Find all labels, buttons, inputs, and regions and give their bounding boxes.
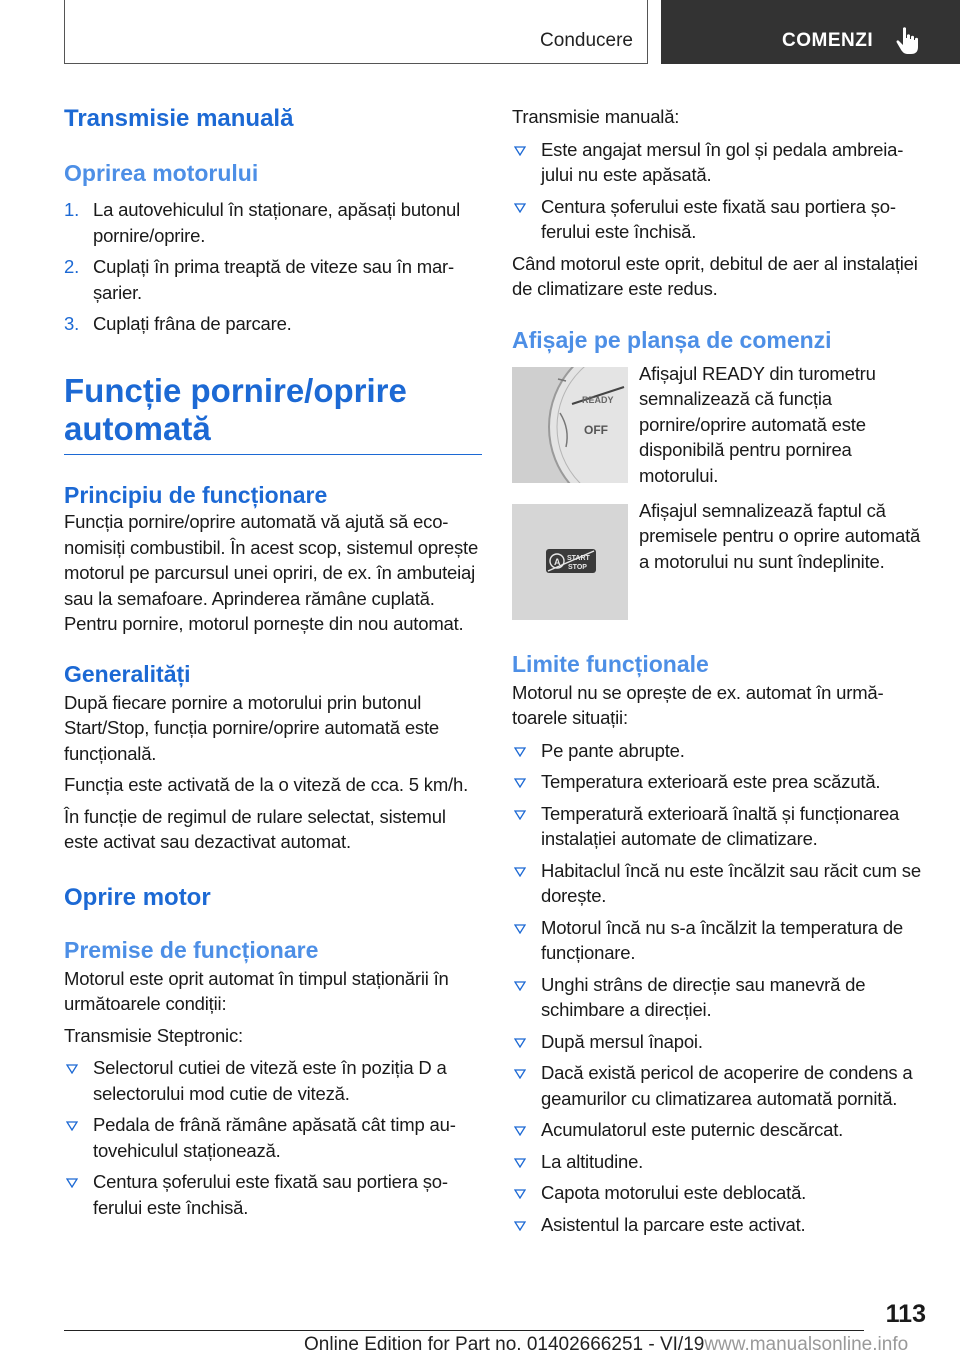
right-column <box>512 104 924 1237</box>
figure-ready <box>512 362 924 486</box>
off-label: OFF <box>584 422 608 437</box>
hand-pointer-icon <box>895 26 921 56</box>
page-number: 113 <box>885 1300 926 1328</box>
triangle-bullet-icon <box>514 981 526 991</box>
list-item: Este angajat mersul în gol și pedala ambreiajului nu este apăsată. <box>512 137 924 188</box>
heading-generalitati: Generalități <box>64 660 191 687</box>
list-item: Centura șoferului este fixată sau portiera șoferului este închisă. <box>512 194 924 245</box>
list-item: Temperatura exterioară este prea scăzută. <box>512 769 924 795</box>
steps-list <box>64 197 482 337</box>
main-heading-line-1: Funcție pornire/oprire <box>64 371 407 409</box>
triangle-bullet-icon <box>514 1221 526 1231</box>
step-item: 1. La autovehiculul în staționare, apăsați butonul pornire/oprire. <box>64 199 461 246</box>
triangle-bullet-icon <box>66 1121 78 1131</box>
figure-start-stop <box>512 499 924 620</box>
start-label: START <box>567 554 590 562</box>
triangle-bullet-icon <box>66 1064 78 1074</box>
start-stop-indicator-illustration <box>512 504 628 620</box>
triangle-bullet-icon <box>514 810 526 820</box>
heading-rule <box>64 454 482 456</box>
triangle-bullet-icon <box>514 867 526 877</box>
heading-oprirea-motorului: Oprirea motorului <box>64 160 259 186</box>
footer-edition-text: Online Edition for Part no. 01402666251 - VI/19 <box>304 1334 705 1355</box>
heading-afisaje: Afișaje pe planșa de comenzi <box>512 326 832 353</box>
list-item: Temperatură exterioară înaltă și funcționarea instalației automate de climatizare. <box>512 801 924 852</box>
stop-label: STOP <box>568 563 587 571</box>
list-item: Pe pante abrupte. <box>512 738 924 764</box>
limite-list <box>512 738 924 1238</box>
header-section-box <box>64 0 648 64</box>
triangle-bullet-icon <box>514 778 526 788</box>
list-item: Habitaclul încă nu este încălzit sau răcit cum se dorește. <box>512 858 924 909</box>
main-heading-block <box>64 372 482 456</box>
triangle-bullet-icon <box>514 1038 526 1048</box>
list-item: Centura șoferului este fixată sau portiera șoferului este închisă. <box>64 1169 482 1220</box>
step-item: 3. Cuplați frâna de parcare. <box>64 313 292 334</box>
tachometer-ready-image <box>512 367 628 483</box>
triangle-bullet-icon <box>514 747 526 757</box>
triangle-bullet-icon <box>514 146 526 156</box>
list-item: Dacă există pericol de acoperire de condens a geamurilor cu climatizarea automată pornită. <box>512 1060 924 1111</box>
triangle-bullet-icon <box>514 1126 526 1136</box>
triangle-bullet-icon <box>514 203 526 213</box>
footer-site-watermark: www.manualsonline.info <box>704 1334 909 1355</box>
step-item: 2. Cuplați în prima treaptă de viteze sau în marșarier. <box>64 256 455 303</box>
figure-ready-caption: Afișajul READY din turometru semnalizează că funcția pornire/oprire automată este disponibilă pentru pornirea motorului. <box>639 362 876 486</box>
main-heading-line-2: automată <box>64 409 211 447</box>
heading-transmisie-manuala: Transmisie manuală <box>64 105 294 132</box>
list-item: După mersul înapoi. <box>512 1029 924 1055</box>
list-item: Selectorul cutiei de viteză este în poziția D a selectorului mod cutie de viteză. <box>64 1055 482 1106</box>
start-stop-indicator-image <box>512 504 628 620</box>
heading-premise: Premise de funcționare <box>64 936 319 963</box>
header-tab-label: COMENZI <box>782 30 874 51</box>
footer-edition <box>304 1334 908 1356</box>
paragraph-limite: Motorul nu se oprește de ex. automat în următoarele situații: <box>512 681 884 728</box>
triangle-bullet-icon <box>66 1178 78 1188</box>
paragraph-steptronic: Transmisie Steptronic: <box>64 1024 243 1046</box>
heading-principiu: Principiu de funcționare <box>64 482 328 508</box>
ready-label: READY <box>582 394 614 405</box>
tachometer-ready-illustration <box>512 367 628 483</box>
list-item: Pedala de frână rămâne apăsată cât timp autovehiculul staționează. <box>64 1112 482 1163</box>
paragraph-generalitati-3: În funcție de regimul de rulare selectat, sistemul este activat sau dezactivat automat. <box>64 805 446 852</box>
triangle-bullet-icon <box>514 1158 526 1168</box>
list-item: Asistentul la parcare este activat. <box>512 1212 924 1238</box>
list-item: Capota motorului este deblocată. <box>512 1180 924 1206</box>
footer-rule <box>64 1330 864 1331</box>
triangle-bullet-icon <box>514 1189 526 1199</box>
paragraph-principiu: Funcția pornire/oprire automată vă ajută să economisiți combustibil. În acest scop, sistemul oprește motorul pe parcursul unei opriri, de ex. în ambuteiaj sau la semafoare. Aprinderea rămâne cuplată. Pentru pornire, motorul pornește din nou automat. <box>64 511 479 634</box>
triangle-bullet-icon <box>514 924 526 934</box>
paragraph-generalitati-2: Funcția este activată de la o viteză de cca. 5 km/h. <box>64 774 469 795</box>
heading-limite: Limite funcționale <box>512 650 709 677</box>
list-item: Motorul încă nu s-a încălzit la temperatura de funcționare. <box>512 915 924 966</box>
header-tab-controls[interactable] <box>661 0 960 64</box>
triangle-bullet-icon <box>514 1069 526 1079</box>
list-item: Unghi strâns de direcție sau manevră de schimbare a direcției. <box>512 972 924 1023</box>
list-item: Acumulatorul este puternic descărcat. <box>512 1117 924 1143</box>
paragraph-generalitati-1: După fiecare pornire a motorului prin butonul Start/Stop, funcția pornire/oprire automată este funcțională. <box>64 691 439 764</box>
manual-list <box>512 137 924 245</box>
paragraph-premise: Motorul este oprit automat în timpul staționării în următoarele condiții: <box>64 967 449 1014</box>
list-item: La altitudine. <box>512 1149 924 1175</box>
svg-text:A: A <box>554 556 561 567</box>
steptronic-list <box>64 1055 482 1220</box>
paragraph-debit: Când motorul este oprit, debitul de aer al instalației de climatizare este redus. <box>512 252 918 299</box>
heading-oprire-motor: Oprire motor <box>64 883 211 911</box>
paragraph-transmisie-manuala: Transmisie manuală: <box>512 106 680 127</box>
figure-start-stop-caption: Afișajul semnalizează faptul că premisele pentru o oprire automată a motorului nu sunt îndeplinite. <box>639 499 921 572</box>
header-section-label: Conducere <box>540 30 633 51</box>
left-column <box>64 100 482 1220</box>
